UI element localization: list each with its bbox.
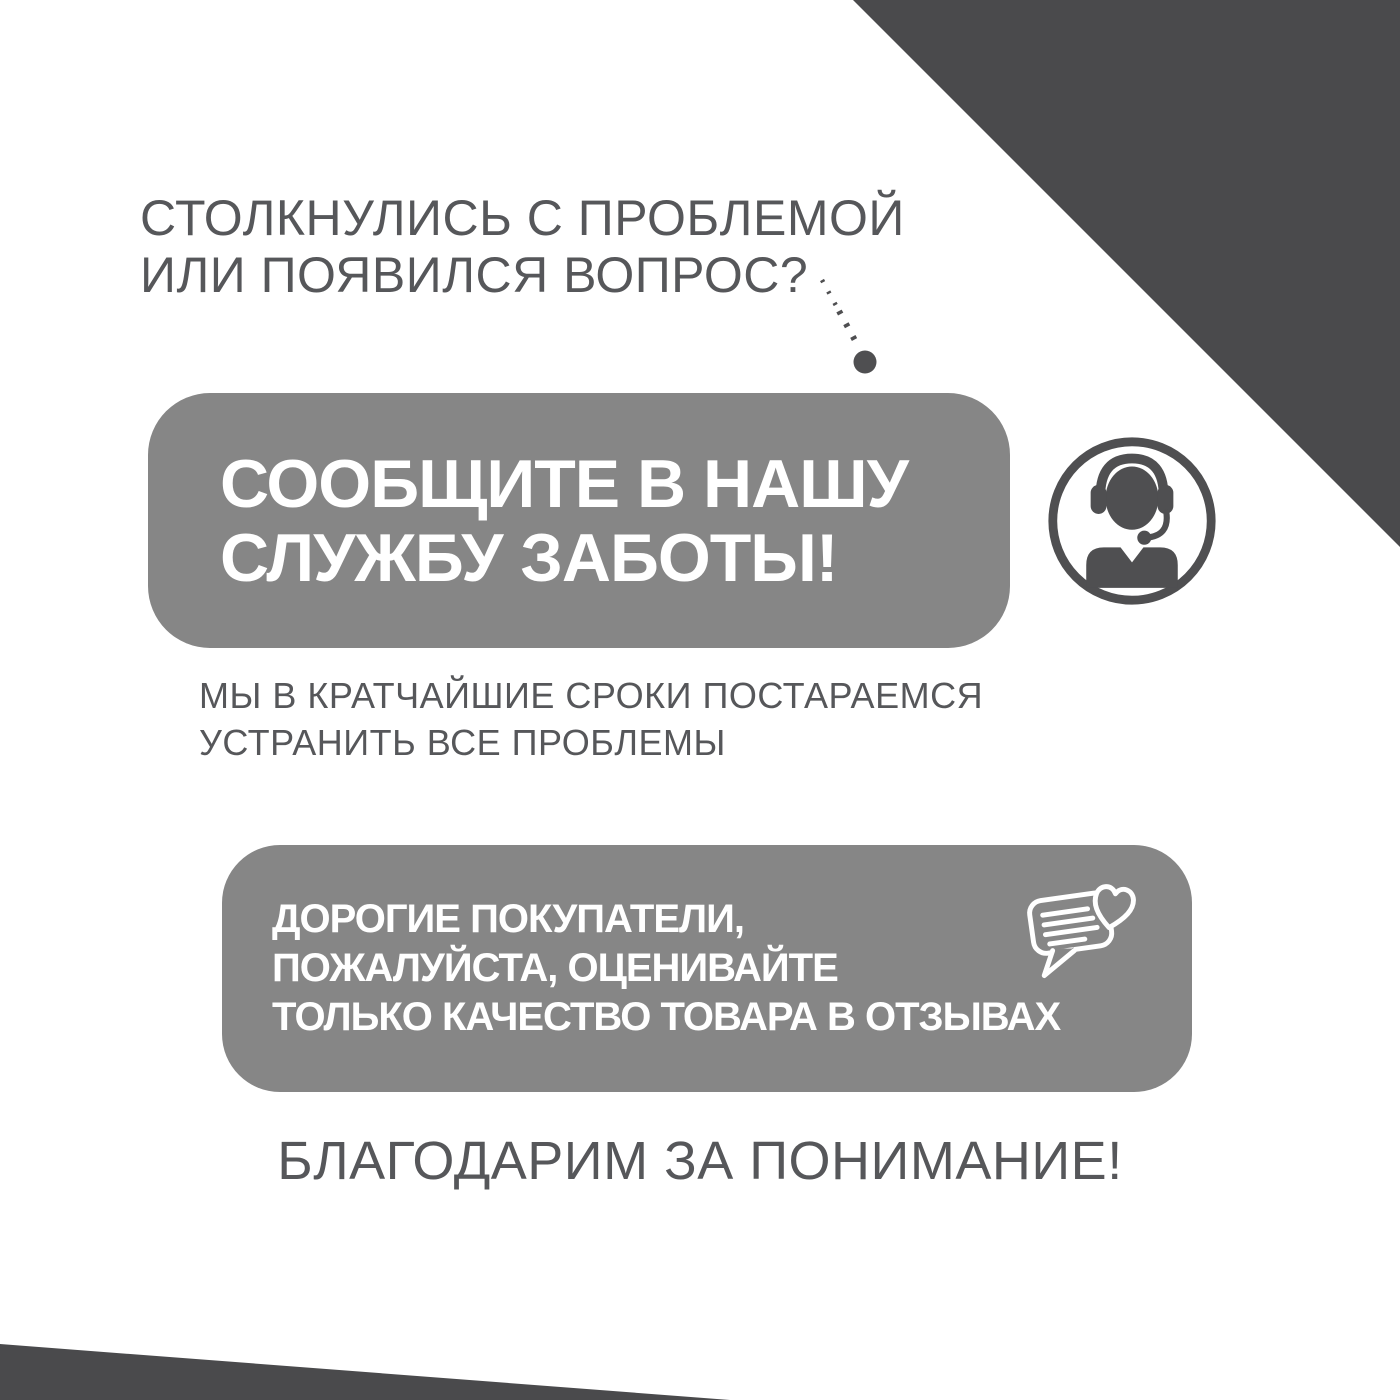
heading-line-2: ИЛИ ПОЯВИЛСЯ ВОПРОС? [140, 247, 809, 303]
review-banner-line-3: ТОЛЬКО КАЧЕСТВО ТОВАРА В ОТЗЫВАХ [272, 995, 1061, 1039]
review-banner-line-1: ДОРОГИЕ ПОКУПАТЕЛИ, [272, 897, 744, 941]
subtext-line-1: МЫ В КРАТЧАЙШИЕ СРОКИ ПОСТАРАЕМСЯ [199, 675, 984, 716]
care-service-banner [148, 393, 1010, 648]
headset-support-icon [1044, 433, 1220, 609]
subtext [199, 672, 983, 766]
footer-text: БЛАГОДАРИМ ЗА ПОНИМАНИЕ! [277, 1131, 1123, 1191]
dotted-arrow-icon [798, 266, 890, 384]
care-banner-line-1: СООБЩИТЕ В НАШУ [220, 445, 908, 522]
review-request-banner [222, 845, 1192, 1092]
chat-heart-icon [1012, 867, 1140, 995]
heading [140, 190, 905, 304]
review-banner-line-2: ПОЖАЛУЙСТА, ОЦЕНИВАЙТЕ [272, 946, 838, 990]
subtext-line-2: УСТРАНИТЬ ВСЕ ПРОБЛЕМЫ [199, 722, 726, 763]
heading-line-1: СТОЛКНУЛИСЬ С ПРОБЛЕМОЙ [140, 190, 905, 246]
care-banner-line-2: СЛУЖБУ ЗАБОТЫ! [220, 519, 838, 596]
arrow-end-dot [854, 351, 877, 374]
